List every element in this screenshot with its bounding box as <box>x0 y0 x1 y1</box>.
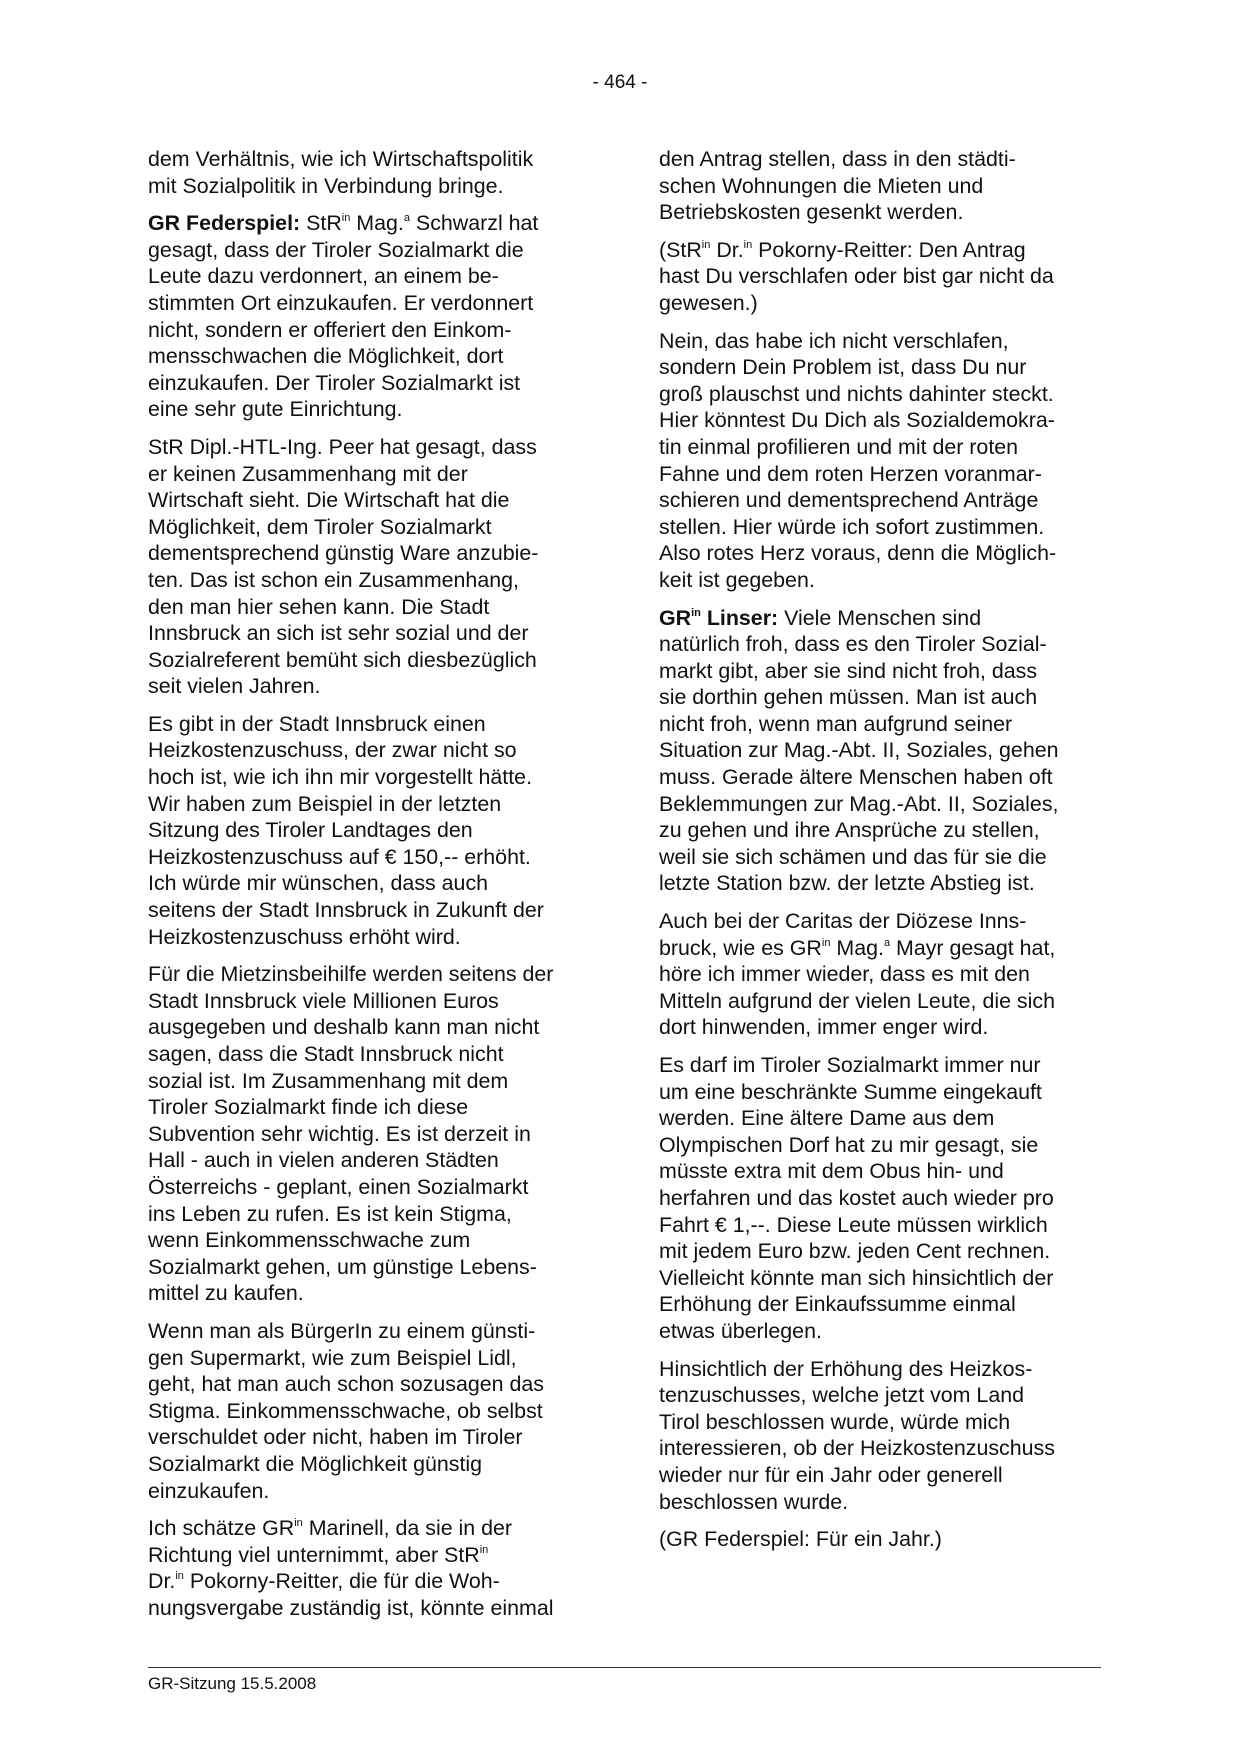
text-line: Heizkostenzuschuss, der zwar nicht so <box>148 738 517 763</box>
paragraph <box>659 1052 1105 1345</box>
text-line <box>148 210 594 237</box>
text-line: Wir haben zum Beispiel in der letzten <box>148 791 502 816</box>
text-line: mensschwachen die Möglichkeit, dort <box>148 344 504 369</box>
paragraph <box>659 908 1105 1041</box>
text-line: Tiroler Sozialmarkt finde ich diese <box>148 1095 469 1120</box>
text-line: seit vielen Jahren. <box>148 674 321 699</box>
superscript: in <box>701 238 711 251</box>
text-line: Stadt Innsbruck viele Millionen Euros <box>148 988 499 1013</box>
text-line: mit jedem Euro bzw. jeden Cent rechnen. <box>659 1239 1051 1264</box>
superscript: in <box>341 212 351 225</box>
text-line: hoch ist, wie ich ihn mir vorgestellt hätte. <box>148 765 533 790</box>
text-line: eine sehr gute Einrichtung. <box>148 397 403 422</box>
text-line: wieder nur für ein Jahr oder generell <box>659 1462 1003 1487</box>
text-fragment: Pokorny-Reitter: Den Antrag <box>752 237 1026 262</box>
text-line: Für die Mietzinsbeihilfe werden seitens der <box>148 962 554 987</box>
text-line: verschuldet oder nicht, haben im Tiroler <box>148 1425 523 1450</box>
text-line: geht, hat man auch schon sozusagen das <box>148 1372 544 1397</box>
text-line: Leute dazu verdonnert, an einem be- <box>148 264 499 289</box>
text-fragment: Marinell, da sie in der <box>302 1516 513 1541</box>
text-line: dort hinwenden, immer enger wird. <box>659 1015 989 1040</box>
paragraph <box>659 237 1105 317</box>
title-abbrev: StR <box>666 237 702 262</box>
text-line: nicht froh, wenn man aufgrund seiner <box>659 711 1013 736</box>
text-fragment: Schwarzl hat <box>409 211 539 236</box>
speaker-label <box>659 606 778 630</box>
paragraph <box>148 1318 594 1504</box>
footer-divider <box>148 1667 1101 1668</box>
superscript: in <box>743 238 753 251</box>
text-line: sozial ist. Im Zusammenhang mit dem <box>148 1068 509 1093</box>
text-line: dementsprechend günstig Ware anzubie- <box>148 541 539 566</box>
title-abbrev: Mag. <box>356 211 404 236</box>
text-line <box>148 1515 594 1542</box>
text-line: einzukaufen. <box>148 1478 270 1503</box>
text-line: hast Du verschlafen oder bist gar nicht da <box>659 264 1054 289</box>
text-line: höre ich immer wieder, dass es mit den <box>659 962 1030 987</box>
text-line: gewesen.) <box>659 290 758 315</box>
text-line: er keinen Zusammenhang mit der <box>148 461 468 486</box>
text-line: Nein, das habe ich nicht verschlafen, <box>659 328 1009 353</box>
text-line: Erhöhung der Einkaufssumme einmal <box>659 1292 1016 1317</box>
text-line: Mitteln aufgrund der vielen Leute, die sich <box>659 988 1055 1013</box>
superscript: a <box>883 936 891 949</box>
text-line: Es darf im Tiroler Sozialmarkt immer nur <box>659 1053 1041 1077</box>
paragraph <box>659 146 1105 226</box>
text-line: schen Wohnungen die Mieten und <box>659 173 984 198</box>
text-line: tin einmal profilieren und mit der roten <box>659 434 1019 459</box>
text-line: nicht, sondern er offeriert den Einkom- <box>148 317 512 342</box>
paragraph <box>148 711 594 950</box>
text-line: interessieren, ob der Heizkostenzuschuss <box>659 1436 1055 1461</box>
title-abbrev: GR <box>789 935 822 960</box>
text-line: seitens der Stadt Innsbruck in Zukunft der <box>148 898 544 923</box>
text-line: Situation zur Mag.-Abt. II, Soziales, gehen <box>659 738 1059 763</box>
title-abbrev: GR <box>262 1516 295 1541</box>
text-line: Vielleicht könnte man sich hinsichtlich der <box>659 1265 1054 1290</box>
text-line: nungsvergabe zuständig ist, könnte einmal <box>148 1595 554 1620</box>
paragraph <box>659 1356 1105 1516</box>
text-line <box>148 1542 594 1569</box>
title-abbrev: Dr. <box>148 1569 176 1594</box>
text-line: sie dorthin gehen müssen. Man ist auch <box>659 685 1038 710</box>
text-line: stellen. Hier würde ich sofort zustimmen. <box>659 514 1045 539</box>
text-line: (GR Federspiel: Für ein Jahr.) <box>659 1527 942 1552</box>
text-line: Österreichs - geplant, einen Sozialmarkt <box>148 1174 529 1199</box>
paragraph <box>659 1526 1105 1553</box>
text-line: keit ist gegeben. <box>659 567 815 592</box>
text-line: etwas überlegen. <box>659 1318 822 1343</box>
right-column <box>659 146 1105 1564</box>
text-line: wenn Einkommensschwache zum <box>148 1228 471 1253</box>
text-line <box>148 1568 594 1595</box>
text-line: Heizkostenzuschuss erhöht wird. <box>148 924 461 949</box>
text-line: gesagt, dass der Tiroler Sozialmarkt die <box>148 237 524 262</box>
text-line: Stigma. Einkommensschwache, ob selbst <box>148 1398 543 1423</box>
speaker-label: GR Federspiel: <box>148 211 301 236</box>
text-line: Fahrt € 1,--. Diese Leute müssen wirklich <box>659 1212 1048 1237</box>
title-abbrev: StR <box>306 211 342 236</box>
speaker-name: Linser: <box>706 605 779 630</box>
text-line: Fahne und dem roten Herzen voranmar- <box>659 461 1042 486</box>
text-fragment: Richtung viel unternimmt, aber <box>148 1542 445 1567</box>
text-line: um eine beschränkte Summe eingekauft <box>659 1079 1042 1104</box>
paragraph <box>148 1515 594 1621</box>
text-line: ten. Das ist schon ein Zusammenhang, <box>148 567 519 592</box>
text-line: Hinsichtlich der Erhöhung des Heizkos- <box>659 1356 1033 1381</box>
text-line: Hall - auch in vielen anderen Städten <box>148 1148 499 1173</box>
text-line <box>659 605 1105 632</box>
text-line: Innsbruck an sich ist sehr sozial und der <box>148 621 529 646</box>
text-fragment: Pokorny-Reitter, die für die Woh- <box>183 1569 500 1594</box>
text-line: StR Dipl.-HTL-Ing. Peer hat gesagt, dass <box>148 434 537 459</box>
text-line: Tirol beschlossen wurde, würde mich <box>659 1409 1011 1434</box>
paragraph <box>148 434 594 700</box>
text-line: Ich würde mir wünschen, dass auch <box>148 871 489 896</box>
text-line: müsste extra mit dem Obus hin- und <box>659 1159 1004 1184</box>
text-line: tenzuschusses, welche jetzt vom Land <box>659 1383 1025 1408</box>
text-line <box>659 935 1105 962</box>
text-line: beschlossen wurde. <box>659 1489 849 1514</box>
text-line: groß plauschst und nichts dahinter steckt. <box>659 381 1054 406</box>
left-column <box>148 146 594 1632</box>
text-line: Subvention sehr wichtig. Es ist derzeit in <box>148 1121 531 1146</box>
text-line: Auch bei der Caritas der Diözese Inns- <box>659 909 1027 934</box>
superscript: in <box>691 606 701 619</box>
paragraph <box>659 328 1105 594</box>
superscript: in <box>821 936 831 949</box>
text-line: Betriebskosten gesenkt werden. <box>659 200 964 225</box>
title-abbrev: Mag. <box>836 935 884 960</box>
text-line <box>659 237 1105 264</box>
text-line: Sozialmarkt gehen, um günstige Lebens- <box>148 1254 537 1279</box>
superscript: in <box>479 1543 489 1556</box>
text-fragment: bruck, wie es <box>659 935 790 960</box>
text-line: Es gibt in der Stadt Innsbruck einen <box>148 711 486 736</box>
text-line: letzte Station bzw. der letzte Abstieg ist. <box>659 871 1035 896</box>
title-abbrev: StR <box>444 1542 480 1567</box>
text-line: dem Verhältnis, wie ich Wirtschaftspolitik <box>148 147 534 171</box>
text-line: markt gibt, aber sie sind nicht froh, dass <box>659 658 1038 683</box>
text-line: werden. Eine ältere Dame aus dem <box>659 1106 995 1131</box>
text-line: Hier könntest Du Dich als Sozialdemokra- <box>659 408 1055 433</box>
superscript: in <box>294 1517 303 1530</box>
text-line: mittel zu kaufen. <box>148 1281 304 1306</box>
text-line: Olympischen Dorf hat zu mir gesagt, sie <box>659 1132 1039 1157</box>
text-fragment: Mayr gesagt hat, <box>890 935 1056 960</box>
text-line: Möglichkeit, dem Tiroler Sozialmarkt <box>148 514 492 539</box>
text-line: schieren und dementsprechend Anträge <box>659 488 1039 513</box>
text-line: einzukaufen. Der Tiroler Sozialmarkt ist <box>148 370 521 395</box>
text-line: herfahren und das kostet auch wieder pro <box>659 1185 1054 1210</box>
text-line: ausgegeben und deshalb kann man nicht <box>148 1015 540 1040</box>
text-line: sondern Dein Problem ist, dass Du nur <box>659 355 1027 380</box>
footer-session-date: GR-Sitzung 15.5.2008 <box>148 1674 317 1693</box>
text-line: zu gehen und ihre Ansprüche zu stellen, <box>659 818 1040 843</box>
paragraph <box>659 605 1105 898</box>
title-abbrev: GR <box>659 605 692 630</box>
text-line: Sozialreferent bemüht sich diesbezüglich <box>148 647 537 672</box>
title-abbrev: Dr. <box>716 237 744 262</box>
text-line: ins Leben zu rufen. Es ist kein Stigma, <box>148 1201 512 1226</box>
paragraph <box>148 961 594 1307</box>
superscript: a <box>403 212 410 225</box>
page-number: - 464 - <box>592 72 648 93</box>
paragraph <box>148 146 594 199</box>
superscript: in <box>175 1570 184 1583</box>
text-fragment: Viele Menschen sind <box>778 605 982 630</box>
text-line: Sitzung des Tiroler Landtages den <box>148 818 473 843</box>
text-line: weil sie sich schämen und das für sie die <box>659 844 1047 869</box>
text-line: sagen, dass die Stadt Innsbruck nicht <box>148 1042 504 1066</box>
text-line: gen Supermarkt, wie zum Beispiel Lidl, <box>148 1345 517 1370</box>
text-line: Wenn man als BürgerIn zu einem günsti- <box>148 1318 536 1343</box>
text-line: Sozialmarkt die Möglichkeit günstig <box>148 1451 483 1476</box>
text-line: muss. Gerade ältere Menschen haben oft <box>659 765 1053 790</box>
text-line: Beklemmungen zur Mag.-Abt. II, Soziales, <box>659 791 1059 816</box>
text-line: den man hier sehen kann. Die Stadt <box>148 594 490 619</box>
text-line: stimmten Ort einzukaufen. Er verdonnert <box>148 290 534 315</box>
text-line: natürlich froh, dass es den Tiroler Sozial- <box>659 632 1047 657</box>
text-fragment: ( <box>659 237 667 262</box>
text-line: den Antrag stellen, dass in den städti- <box>659 147 1016 171</box>
text-line: Wirtschaft sieht. Die Wirtschaft hat die <box>148 488 510 513</box>
text-fragment: Ich schätze <box>148 1516 263 1541</box>
text-line: Heizkostenzuschuss auf € 150,-- erhöht. <box>148 844 531 869</box>
paragraph <box>148 210 594 423</box>
text-line: Also rotes Herz voraus, denn die Möglich- <box>659 541 1057 566</box>
text-line: mit Sozialpolitik in Verbindung bringe. <box>148 173 504 198</box>
